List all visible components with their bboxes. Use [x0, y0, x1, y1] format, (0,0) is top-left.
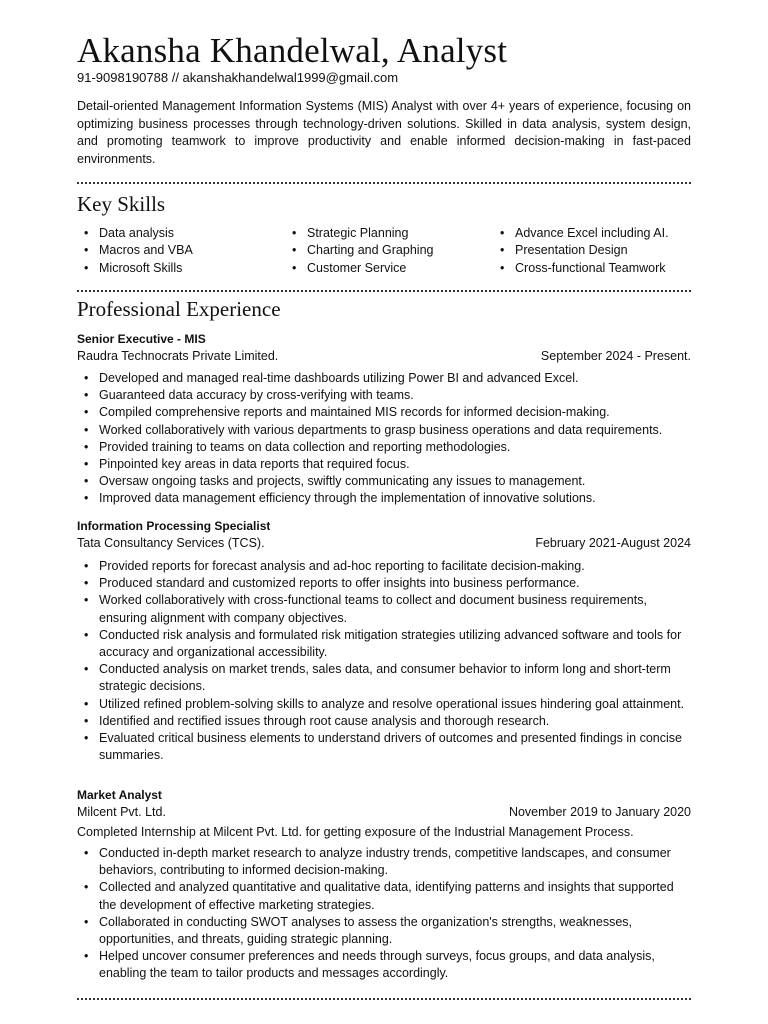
candidate-name: Akansha Khandelwal, Analyst [77, 31, 508, 70]
job-bullet: • Helped uncover consumer preferences and needs through surveys, focus groups, and data analysis, enabling the team to tailor products and messages accordingly. [77, 948, 691, 982]
skills-column [493, 225, 669, 277]
job-bullet: • Provided reports for forecast analysis and ad-hoc reporting to facilitate decision-making. [77, 558, 691, 575]
job-bullet: • Compiled comprehensive reports and maintained MIS records for informed decision-making. [77, 404, 691, 421]
section-divider [77, 182, 691, 184]
job-bullet: • Utilized refined problem-solving skills to analyze and resolve operational issues hindering goal attainment. [77, 696, 691, 713]
skills-column [285, 225, 493, 277]
job-bullet: • Collaborated in conducting SWOT analyses to assess the organization's strengths, weaknesses, opportunities, and threats, guiding strategic planning. [77, 914, 691, 948]
job-bullets [77, 558, 691, 764]
skill-item: • Presentation Design [493, 242, 669, 259]
job-company-row [77, 348, 691, 365]
skill-item: • Data analysis [77, 225, 285, 242]
skills-grid [77, 225, 691, 277]
job-bullets [77, 845, 691, 983]
job-bullets [77, 370, 691, 508]
job-bullet: • Worked collaboratively with various departments to grasp business operations and data requirements. [77, 422, 691, 439]
summary-paragraph: Detail-oriented Management Information Systems (MIS) Analyst with over 4+ years of experience, focusing on optimizing business processes through technology-driven solutions. Skilled in data analysis, system design, and promoting teamwork to improve productivity and enable informed decision-making in fast-paced environments. [77, 99, 691, 166]
section-divider [77, 290, 691, 292]
skill-item: • Macros and VBA [77, 242, 285, 259]
section-divider [77, 998, 691, 1000]
skills-column [77, 225, 285, 277]
skill-item: • Advance Excel including AI. [493, 225, 669, 242]
internship-note: Completed Internship at Milcent Pvt. Ltd. for getting exposure of the Industrial Management Process. [77, 825, 634, 839]
skill-item: • Customer Service [285, 260, 493, 277]
company-name: Milcent Pvt. Ltd. [77, 805, 166, 819]
job-bullet: • Evaluated critical business elements to understand drivers of outcomes and presented findings in concise summaries. [77, 730, 691, 764]
experience-heading: Professional Experience [77, 297, 281, 321]
company-name: Raudra Technocrats Private Limited. [77, 349, 279, 363]
job-bullet: • Identified and rectified issues through root cause analysis and thorough research. [77, 713, 691, 730]
job-entry [77, 518, 691, 764]
job-entry [77, 787, 691, 983]
company-name: Tata Consultancy Services (TCS). [77, 536, 265, 550]
job-title: Market Analyst [77, 788, 162, 802]
skill-item: • Cross-functional Teamwork [493, 260, 669, 277]
job-bullet: • Guaranteed data accuracy by cross-verifying with teams. [77, 387, 691, 404]
job-dates: September 2024 - Present. [540, 349, 691, 363]
job-bullet: • Conducted analysis on market trends, sales data, and consumer behavior to inform long and short-term strategic decisions. [77, 661, 691, 695]
job-dates: November 2019 to January 2020 [508, 805, 691, 819]
key-skills-heading: Key Skills [77, 192, 166, 216]
skill-item: • Strategic Planning [285, 225, 493, 242]
job-bullet: • Conducted in-depth market research to analyze industry trends, competitive landscapes, and consumer behaviors, contributing to informed decision-making. [77, 845, 691, 879]
job-bullet: • Improved data management efficiency through the implementation of innovative solutions. [77, 490, 691, 507]
job-bullet: • Collected and analyzed quantitative and qualitative data, identifying patterns and insights that supported the development of effective marketing strategies. [77, 879, 691, 913]
job-bullet: • Provided training to teams on data collection and reporting methodologies. [77, 439, 691, 456]
job-company-row [77, 535, 691, 552]
job-entry [77, 331, 691, 508]
job-dates: February 2021-August 2024 [535, 536, 691, 550]
skill-item: • Microsoft Skills [77, 260, 285, 277]
job-title: Senior Executive - MIS [77, 332, 206, 346]
job-bullet: • Oversaw ongoing tasks and projects, swiftly communicating any issues to management. [77, 473, 691, 490]
job-title: Information Processing Specialist [77, 519, 271, 533]
job-company-row [77, 804, 691, 821]
skill-item: • Charting and Graphing [285, 242, 493, 259]
job-bullet: • Worked collaboratively with cross-functional teams to collect and document business requirements, ensuring alignment with company objectives. [77, 592, 691, 626]
contact-line: 91-9098190788 // akanshakhandelwal1999@gmail.com [77, 70, 399, 85]
job-bullet: • Developed and managed real-time dashboards utilizing Power BI and advanced Excel. [77, 370, 691, 387]
job-bullet: • Conducted risk analysis and formulated risk mitigation strategies utilizing advanced software and tools for accuracy and organizational accessibility. [77, 627, 691, 661]
job-bullet: • Pinpointed key areas in data reports that required focus. [77, 456, 691, 473]
job-bullet: • Produced standard and customized reports to offer insights into business performance. [77, 575, 691, 592]
